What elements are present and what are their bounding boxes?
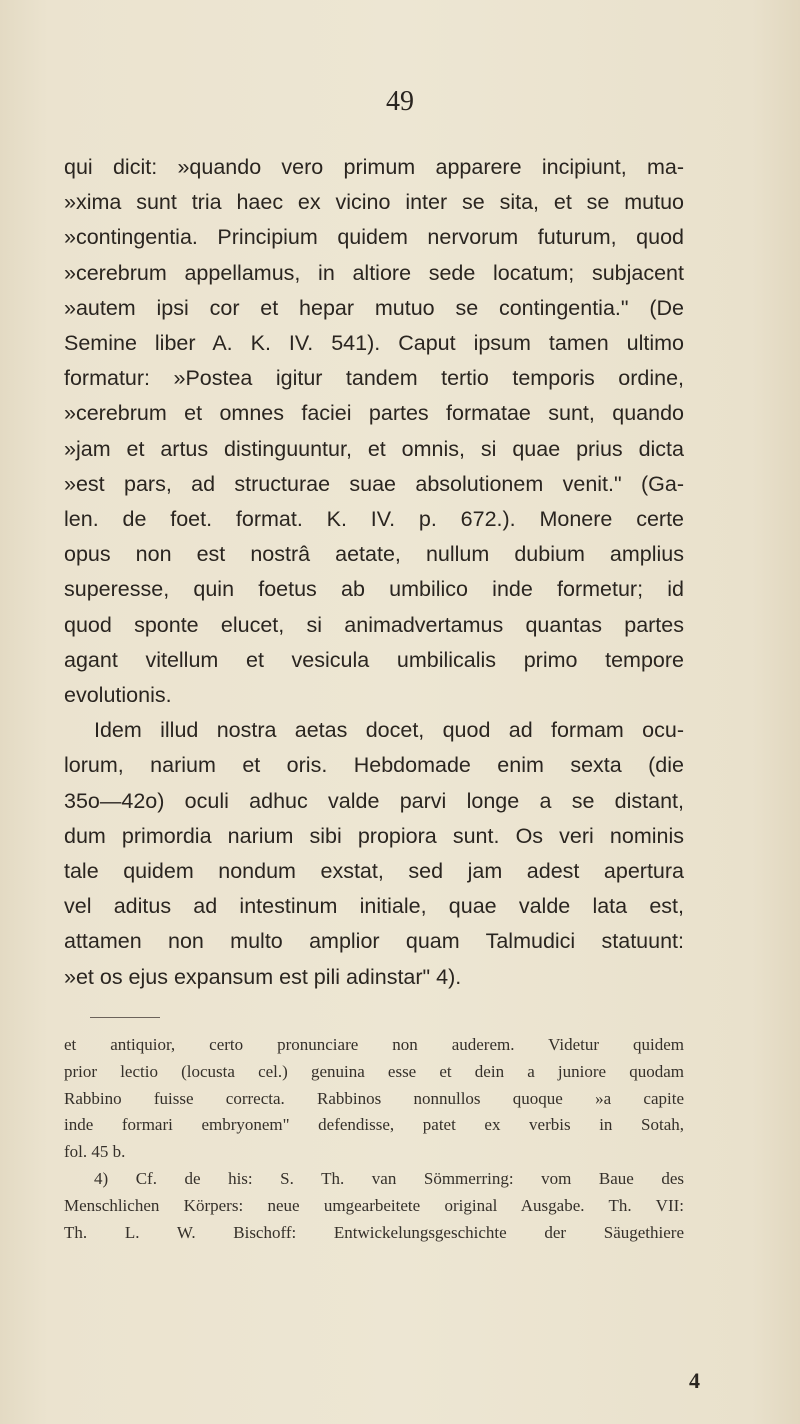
main-text: [64, 150, 684, 995]
text-line: »xima sunt tria haec ex vicino inter se sita, et se mutuo: [64, 190, 684, 215]
text-line: superesse, quin foetus ab umbilico inde formetur; id: [64, 577, 684, 602]
text-line: »cerebrum et omnes faciei partes formatae sunt, quando: [64, 401, 684, 426]
footnote-line: Th. L. W. Bischoff: Entwickelungsgeschichte der Säugethiere: [64, 1222, 684, 1242]
footnote-line: inde formari embryonem" defendisse, patet ex verbis in Sotah,: [64, 1115, 684, 1135]
text-line: agant vitellum et vesicula umbilicalis primo tempore: [64, 647, 684, 672]
footnote-line: prior lectio (locusta cel.) genuina esse et dein a juniore quodam: [64, 1061, 684, 1081]
text-line: Semine liber A. K. IV. 541). Caput ipsum tamen ultimo: [64, 331, 684, 356]
footnote-divider: [90, 1017, 160, 1018]
text-line: Idem illud nostra aetas docet, quod ad formam ocu-: [94, 718, 684, 743]
page-number: 49: [386, 86, 414, 117]
text-line: evolutionis.: [64, 683, 172, 708]
footnote-line: fol. 45 b.: [64, 1142, 126, 1162]
text-line: »autem ipsi cor et hepar mutuo se contingentia." (De: [64, 295, 684, 320]
footnote-line: 4) Cf. de his: S. Th. van Sömmerring: vom Baue des: [94, 1168, 684, 1188]
signature-mark: 4: [689, 1368, 700, 1393]
footnote-line: Rabbino fuisse correcta. Rabbinos nonnullos quoque »a capite: [64, 1088, 684, 1108]
text-line: 35o—42o) oculi adhuc valde parvi longe a se distant,: [64, 788, 684, 813]
text-line: »cerebrum appellamus, in altiore sede locatum; subjacent: [64, 260, 684, 285]
text-line: tale quidem nondum exstat, sed jam adest apertura: [64, 859, 684, 884]
text-line: lorum, narium et oris. Hebdomade enim sexta (die: [64, 753, 684, 778]
text-line: »est pars, ad structurae suae absolutionem venit." (Ga-: [64, 471, 684, 496]
text-line: »contingentia. Principium quidem nervorum futurum, quod: [64, 225, 684, 250]
text-line: »et os ejus expansum est pili adinstar" 4).: [64, 964, 462, 989]
text-line: dum primordia narium sibi propiora sunt. Os veri nominis: [64, 823, 684, 848]
footnote-line: Menschlichen Körpers: neue umgearbeitete original Ausgabe. Th. VII:: [64, 1195, 684, 1215]
text-line: »jam et artus distinguuntur, et omnis, si quae prius dicta: [64, 436, 684, 461]
text-line: attamen non multo amplior quam Talmudici statuunt:: [64, 929, 684, 954]
text-line: qui dicit: »quando vero primum apparere incipiunt, ma-: [64, 155, 684, 179]
text-line: quod sponte elucet, si animadvertamus quantas partes: [64, 612, 684, 637]
footnotes: [64, 1032, 684, 1246]
text-line: opus non est nostrâ aetate, nullum dubium amplius: [64, 542, 684, 567]
footnote-line: et antiquior, certo pronunciare non auderem. Videtur quidem: [64, 1035, 684, 1054]
text-line: vel aditus ad intestinum initiale, quae valde lata est,: [64, 894, 684, 919]
text-line: formatur: »Postea igitur tandem tertio temporis ordine,: [64, 366, 684, 391]
text-line: len. de foet. format. K. IV. p. 672.). Monere certe: [64, 507, 684, 532]
